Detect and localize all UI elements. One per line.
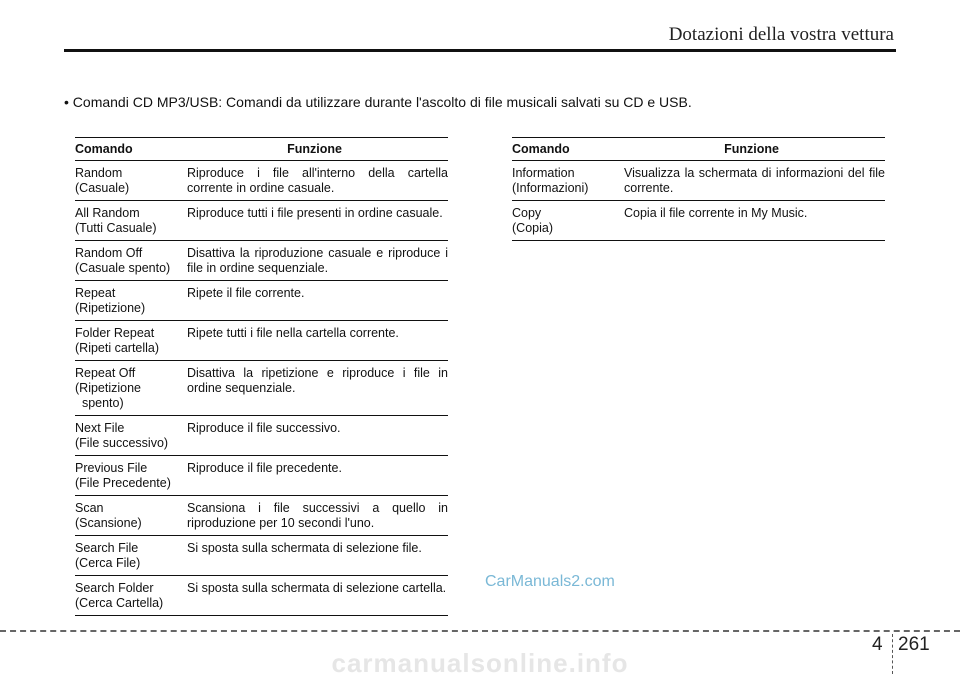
left-command-table [75,137,448,616]
watermark-text: CarManuals2.com [485,573,615,590]
table-row [75,201,448,241]
function-cell: Disattiva la ripetizione e riproduce i file in ordine sequenziale. [181,361,448,416]
table-row [75,321,448,361]
command-cell: Search File (Cerca File) [75,536,181,576]
table-row [75,456,448,496]
command-cell: Information (Informazioni) [512,161,618,201]
table-row [75,161,448,201]
command-cell: Repeat (Ripetizione) [75,281,181,321]
function-cell: Riproduce tutti i file presenti in ordine casuale. [181,201,448,241]
command-cell: Next File (File successivo) [75,416,181,456]
function-cell: Disattiva la riproduzione casuale e riproduce i file in ordine sequenziale. [181,241,448,281]
table-row [75,361,448,416]
command-cell: Copy (Copia) [512,201,618,241]
column-header-function: Funzione [618,138,885,161]
command-cell: Search Folder (Cerca Cartella) [75,576,181,616]
function-cell: Ripete tutti i file nella cartella corrente. [181,321,448,361]
column-header-command: Comando [75,138,181,161]
column-header-command: Comando [512,138,618,161]
function-cell: Visualizza la schermata di informazioni del file corrente. [618,161,885,201]
page-number: 261 [898,634,930,655]
table-row [75,416,448,456]
function-cell: Si sposta sulla schermata di selezione cartella. [181,576,448,616]
command-cell: Repeat Off (Ripetizione spento) [75,361,181,416]
table-row [75,576,448,616]
table-row [75,241,448,281]
function-cell: Riproduce il file precedente. [181,456,448,496]
function-cell: Si sposta sulla schermata di selezione file. [181,536,448,576]
table-row [75,496,448,536]
table-row [75,281,448,321]
command-cell: Previous File (File Precedente) [75,456,181,496]
command-cell: Folder Repeat (Ripeti cartella) [75,321,181,361]
table-row [75,536,448,576]
command-cell: Random Off (Casuale spento) [75,241,181,281]
page-header-title: Dotazioni della vostra vettura [668,24,894,45]
footer-rule [0,630,960,632]
table-row [512,161,885,201]
column-header-function: Funzione [181,138,448,161]
function-cell: Scansiona i file successivi a quello in riproduzione per 10 secondi l'uno. [181,496,448,536]
header-rule [64,49,896,52]
table-row [512,201,885,241]
function-cell: Riproduce i file all'interno della cartella corrente in ordine casuale. [181,161,448,201]
chapter-number: 4 [872,634,883,655]
command-cell: Scan (Scansione) [75,496,181,536]
command-cell: All Random (Tutti Casuale) [75,201,181,241]
intro-bullet: • Comandi CD MP3/USB: Comandi da utilizzare durante l'ascolto di file musicali salvati su CD e USB. [64,94,692,110]
footer-watermark: carmanualsonline.info [331,648,629,678]
function-cell: Ripete il file corrente. [181,281,448,321]
right-command-table [512,137,885,241]
command-cell: Random (Casuale) [75,161,181,201]
function-cell: Copia il file corrente in My Music. [618,201,885,241]
function-cell: Riproduce il file successivo. [181,416,448,456]
